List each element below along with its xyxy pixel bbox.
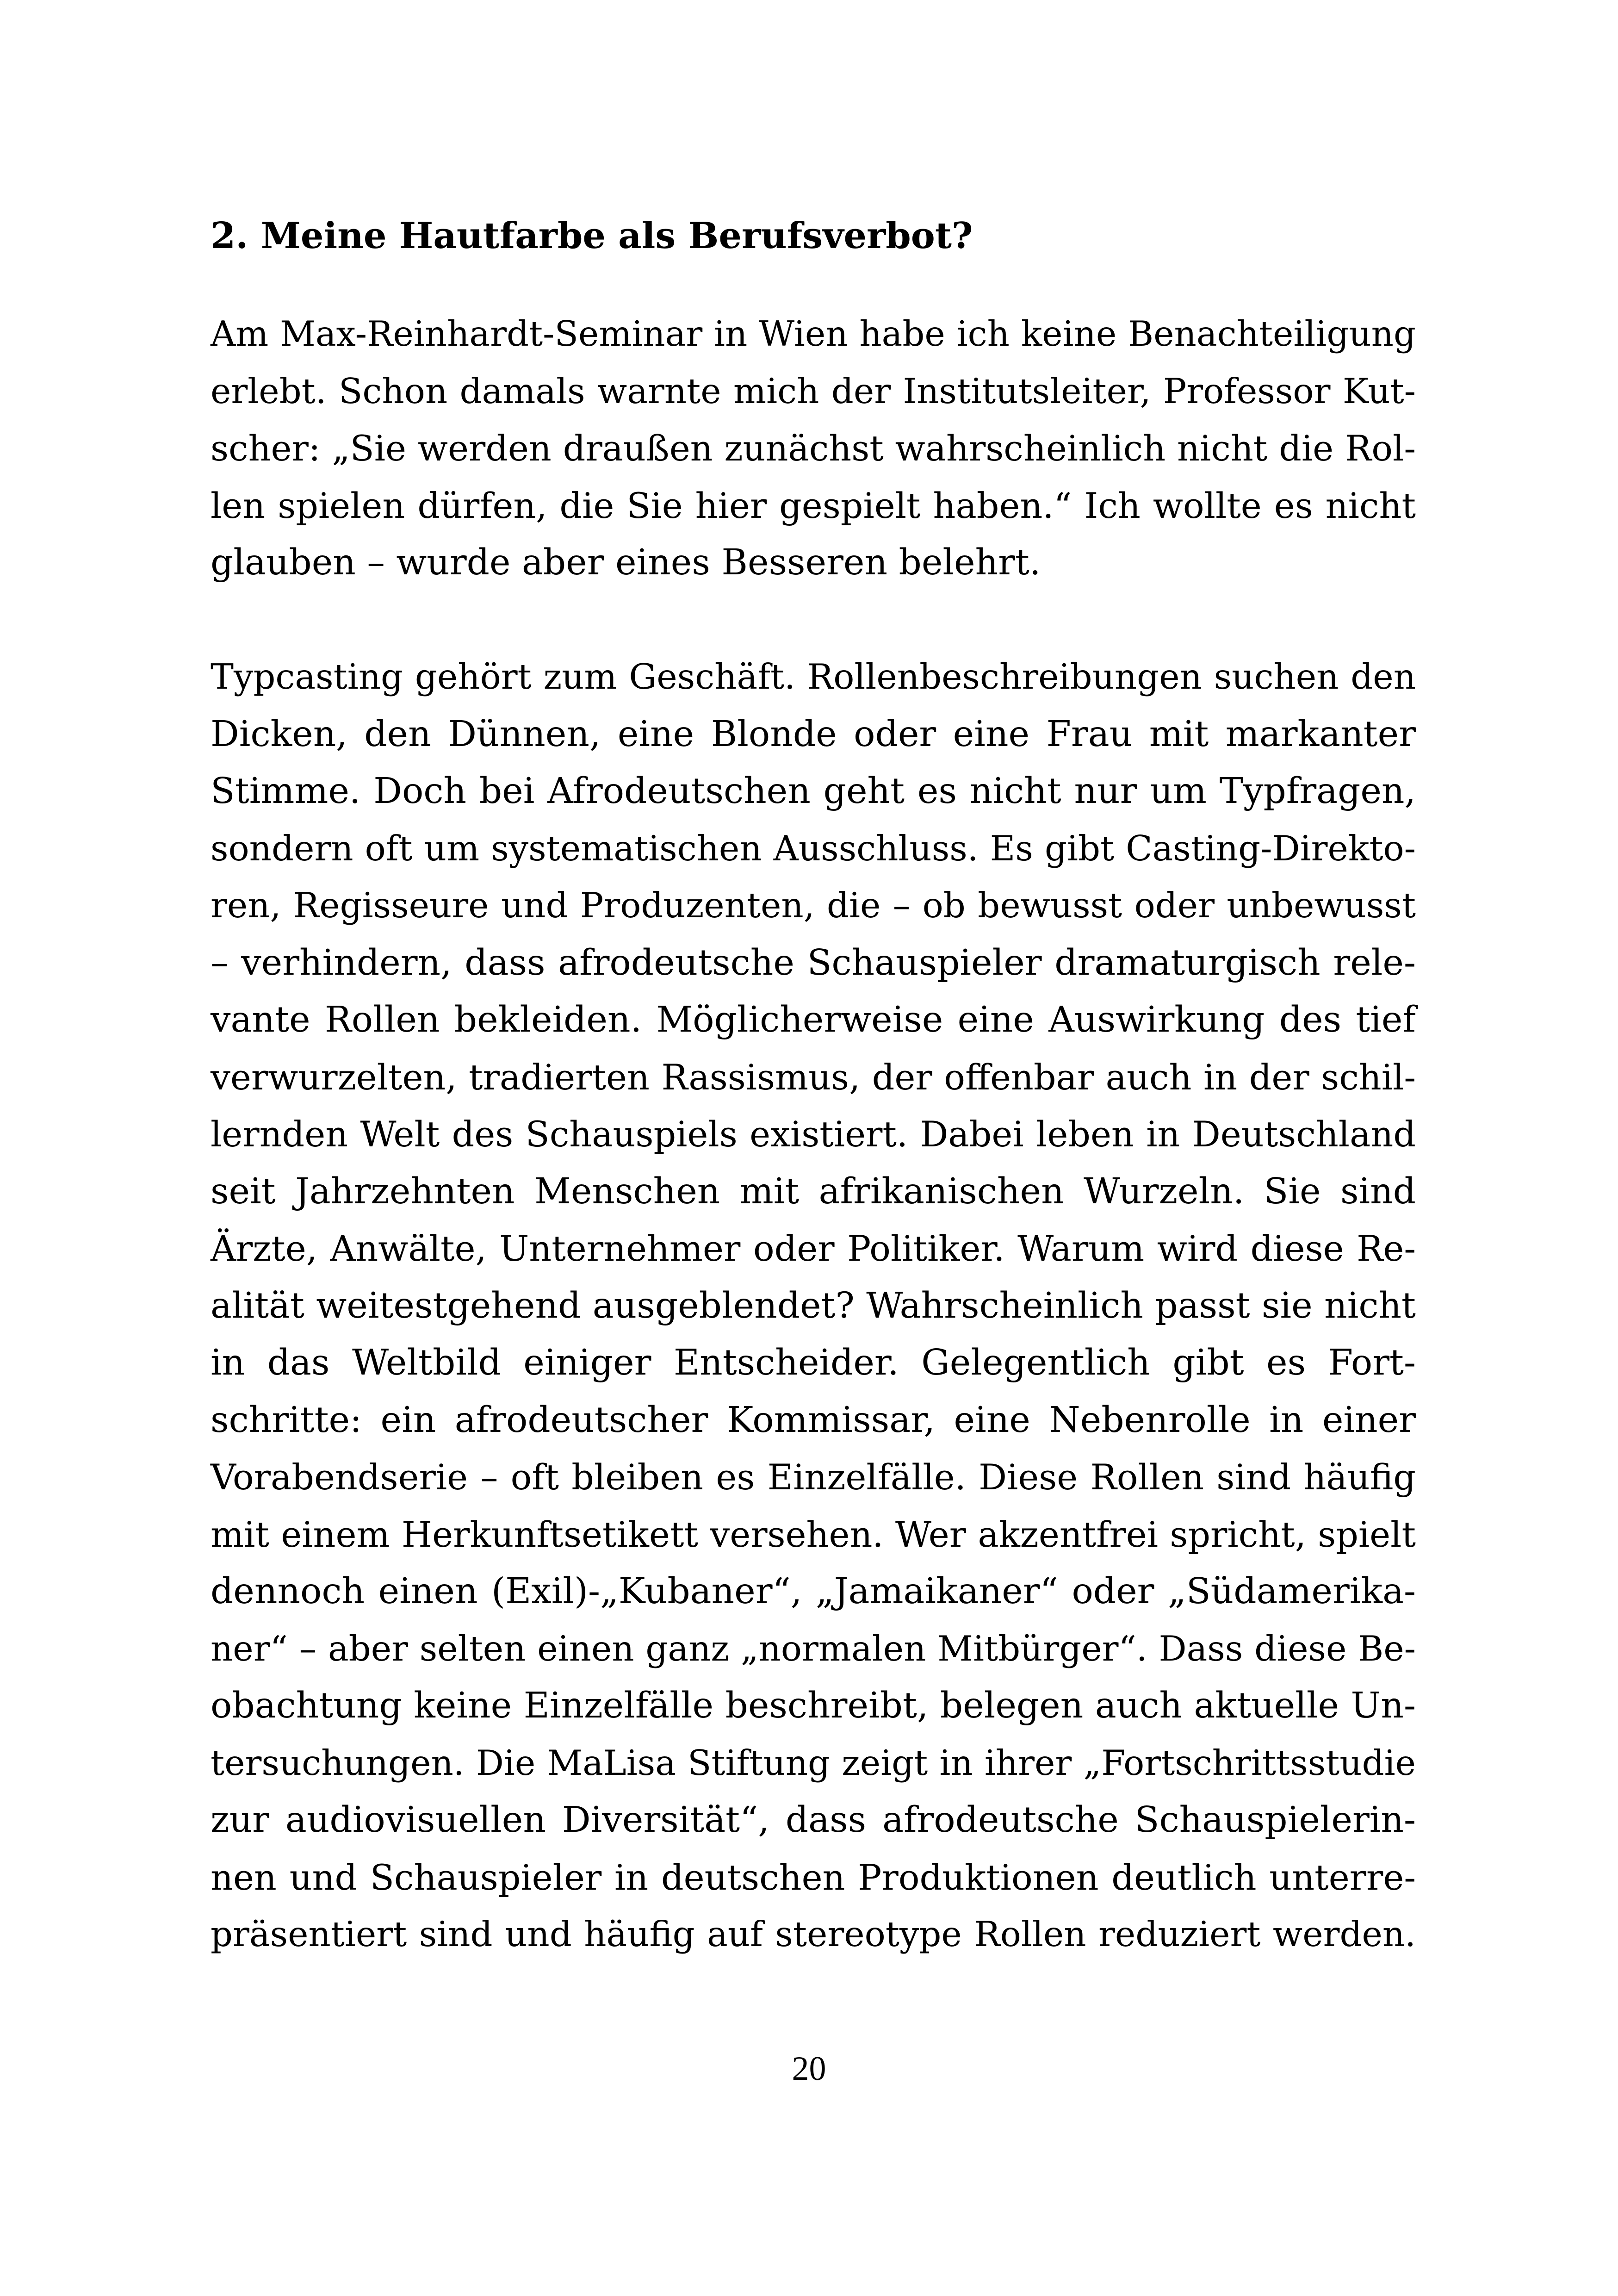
- paragraph-line: Typcasting gehört zum Geschäft. Rollenbeschreibungen suchen den: [211, 656, 1416, 697]
- paragraph-2: [211, 648, 1416, 1963]
- paragraph-line: seit Jahrzehnten Menschen mit afrikanischen Wurzeln. Sie sind: [211, 1170, 1416, 1212]
- paragraph-line: Ärzte, Anwälte, Unternehmer oder Politiker. Warum wird diese Re-: [211, 1228, 1416, 1269]
- paragraph-line: erlebt. Schon damals warnte mich der Institutsleiter, Professor Kut-: [211, 370, 1416, 411]
- paragraph-line: vante Rollen bekleiden. Möglicherweise eine Auswirkung des tief: [211, 999, 1416, 1040]
- paragraph-line: scher: „Sie werden draußen zunächst wahrscheinlich nicht die Rol-: [211, 428, 1416, 469]
- paragraph-line: schritte: ein afrodeutscher Kommissar, eine Nebenrolle in einer: [211, 1399, 1416, 1441]
- paragraph-line: mit einem Herkunftsetikett versehen. Wer akzentfrei spricht, spielt: [211, 1513, 1416, 1555]
- paragraph-line: ner“ – aber selten einen ganz „normalen Mitbürger“. Dass diese Be-: [211, 1628, 1416, 1669]
- page-number: 20: [792, 2050, 826, 2088]
- paragraph-line: in das Weltbild einiger Entscheider. Gelegentlich gibt es Fort-: [211, 1342, 1416, 1383]
- paragraph-line: lernden Welt des Schauspiels existiert. Dabei leben in Deutschland: [211, 1114, 1416, 1155]
- paragraph-line: glauben – wurde aber eines Besseren belehrt.: [211, 542, 1041, 583]
- paragraph-line: Dicken, den Dünnen, eine Blonde oder eine Frau mit markanter: [211, 713, 1416, 755]
- page-body: [211, 213, 1416, 1963]
- paragraph-line: – verhindern, dass afrodeutsche Schauspieler dramaturgisch rele-: [211, 942, 1416, 983]
- paragraph-line: sondern oft um systematischen Ausschluss. Es gibt Casting-Direkto-: [211, 828, 1416, 869]
- paragraph-line: präsentiert sind und häufig auf stereotype Rollen reduziert werden.: [211, 1914, 1416, 1954]
- paragraph-line: verwurzelten, tradierten Rassismus, der offenbar auch in der schil-: [211, 1056, 1416, 1098]
- paragraph-line: Stimme. Doch bei Afrodeutschen geht es nicht nur um Typfragen,: [211, 771, 1416, 812]
- paragraph-line: Vorabendserie – oft bleiben es Einzelfälle. Diese Rollen sind häufig: [211, 1456, 1416, 1498]
- paragraph-gap: [211, 591, 1416, 649]
- paragraph-1: [211, 305, 1416, 591]
- paragraph-line: obachtung keine Einzelfälle beschreibt, belegen auch aktuelle Un-: [211, 1685, 1416, 1726]
- paragraph-line: zur audiovisuellen Diversität“, dass afrodeutsche Schauspielerin-: [211, 1799, 1416, 1841]
- paragraph-line: alität weitestgehend ausgeblendet? Wahrscheinlich passt sie nicht: [211, 1285, 1416, 1326]
- chapter-heading: 2. Meine Hautfarbe als Berufsverbot?: [211, 215, 973, 257]
- paragraph-line: Am Max-Reinhardt-Seminar in Wien habe ich keine Benachteiligung: [211, 313, 1416, 354]
- paragraph-line: nen und Schauspieler in deutschen Produktionen deutlich unterre-: [211, 1856, 1416, 1898]
- paragraph-line: dennoch einen (Exil)-„Kubaner“, „Jamaikaner“ oder „Südamerika-: [211, 1571, 1416, 1612]
- paragraph-line: ren, Regisseure und Produzenten, die – ob bewusst oder unbewusst: [211, 885, 1416, 926]
- paragraph-line: tersuchungen. Die MaLisa Stiftung zeigt in ihrer „Fortschrittsstudie: [211, 1742, 1416, 1783]
- paragraph-line: len spielen dürfen, die Sie hier gespielt haben.“ Ich wollte es nicht: [211, 485, 1416, 526]
